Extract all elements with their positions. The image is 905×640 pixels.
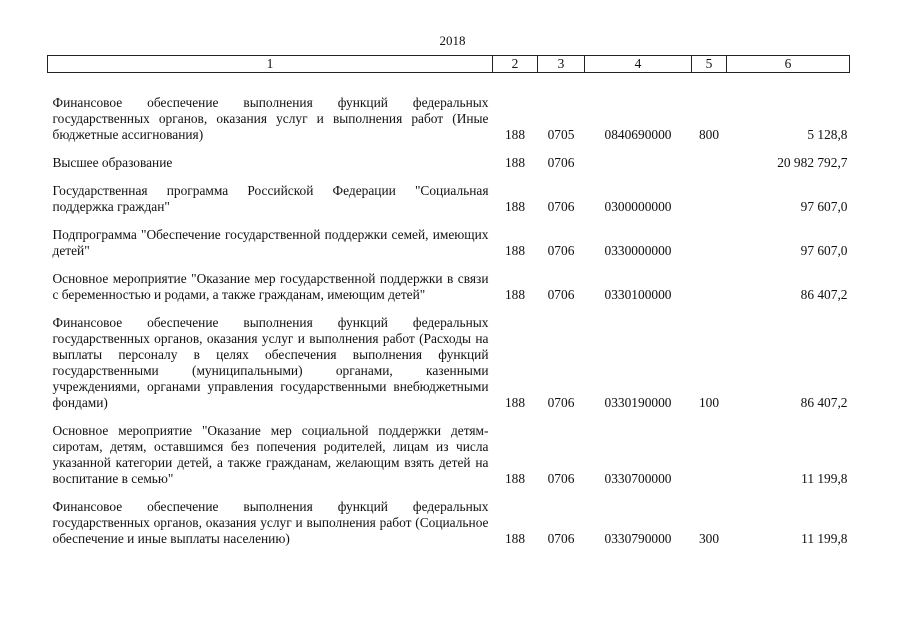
row-csr: 0330790000 xyxy=(604,531,672,546)
table-row xyxy=(48,259,850,303)
table-header xyxy=(48,56,850,73)
row-gr: 188 xyxy=(504,127,526,142)
row-rz: 0706 xyxy=(547,199,575,214)
table-row xyxy=(48,411,850,487)
row-name: Финансовое обеспечение выполнения функций федеральных государственных органов, оказания услуг и выполнения работ (Социальное обеспечение и иные выплаты населению) xyxy=(52,499,489,546)
row-sum: 11 199,8 xyxy=(801,471,848,486)
table-row xyxy=(48,171,850,215)
row-csr: 0840690000 xyxy=(604,127,672,142)
row-sum: 11 199,8 xyxy=(801,531,848,546)
row-name: Государственная программа Российской Федерации "Социальная поддержка граждан" xyxy=(52,183,489,214)
row-gr: 188 xyxy=(504,199,526,214)
row-vr xyxy=(692,259,727,303)
table-row xyxy=(48,303,850,411)
header-col-2: 2 xyxy=(493,56,538,73)
row-rz: 0706 xyxy=(547,395,575,410)
row-gr: 188 xyxy=(504,243,526,258)
row-rz: 0706 xyxy=(547,471,575,486)
row-csr: 0330100000 xyxy=(604,287,672,302)
row-gr: 188 xyxy=(504,471,526,486)
row-vr: 300 xyxy=(698,531,720,546)
row-name: Подпрограмма "Обеспечение государственной поддержки семей, имеющих детей" xyxy=(52,227,489,258)
row-vr xyxy=(692,411,727,487)
row-gr: 188 xyxy=(504,531,526,546)
table-row xyxy=(48,73,850,144)
header-col-6: 6 xyxy=(727,56,850,73)
table-row xyxy=(48,143,850,171)
row-name: Основное мероприятие "Оказание мер социальной поддержки детям-сиротам, детям, оставшимся без попечения родителей, лицам из числа указанной категории детей, а также гражданам, желающим взять детей на воспитание в семью" xyxy=(52,423,489,486)
row-rz: 0706 xyxy=(547,287,575,302)
header-col-1: 1 xyxy=(48,56,493,73)
budget-table xyxy=(47,55,850,547)
row-sum: 97 607,0 xyxy=(800,243,848,258)
row-name: Финансовое обеспечение выполнения функций федеральных государственных органов, оказания услуг и выполнения работ (Расходы на выплаты персоналу в целях обеспечения выполнения функций государственными (муниципальными) органами, казенными учреждениями, органами управления государственными внебюджетными фондами) xyxy=(52,315,489,410)
table-body xyxy=(48,73,850,548)
row-vr xyxy=(692,143,727,171)
row-csr: 0300000000 xyxy=(604,199,672,214)
row-sum: 86 407,2 xyxy=(800,287,848,302)
row-gr: 188 xyxy=(504,155,526,170)
row-rz: 0706 xyxy=(547,155,575,170)
row-name: Высшее образование xyxy=(52,155,173,170)
row-csr xyxy=(585,143,692,171)
header-row xyxy=(48,56,850,73)
row-sum: 20 982 792,7 xyxy=(777,155,848,170)
row-vr xyxy=(692,171,727,215)
row-csr: 0330700000 xyxy=(604,471,672,486)
row-name: Основное мероприятие "Оказание мер государственной поддержки в связи с беременностью и родами, а также гражданам, имеющим детей" xyxy=(52,271,489,302)
header-col-3: 3 xyxy=(538,56,585,73)
row-gr: 188 xyxy=(504,287,526,302)
row-name: Финансовое обеспечение выполнения функций федеральных государственных органов, оказания услуг и выполнения работ (Иные бюджетные ассигнования) xyxy=(52,95,489,142)
header-col-4: 4 xyxy=(585,56,692,73)
row-rz: 0706 xyxy=(547,243,575,258)
row-rz: 0706 xyxy=(547,531,575,546)
row-sum: 5 128,8 xyxy=(807,127,848,142)
page-number: 2018 xyxy=(439,33,466,48)
row-sum: 86 407,2 xyxy=(800,395,848,410)
table-row xyxy=(48,215,850,259)
table-row xyxy=(48,487,850,547)
header-col-5: 5 xyxy=(692,56,727,73)
row-csr: 0330190000 xyxy=(604,395,672,410)
row-vr xyxy=(692,215,727,259)
row-csr: 0330000000 xyxy=(604,243,672,258)
row-vr: 800 xyxy=(698,127,720,142)
row-vr: 100 xyxy=(698,395,720,410)
row-gr: 188 xyxy=(504,395,526,410)
row-rz: 0705 xyxy=(547,127,575,142)
row-sum: 97 607,0 xyxy=(800,199,848,214)
